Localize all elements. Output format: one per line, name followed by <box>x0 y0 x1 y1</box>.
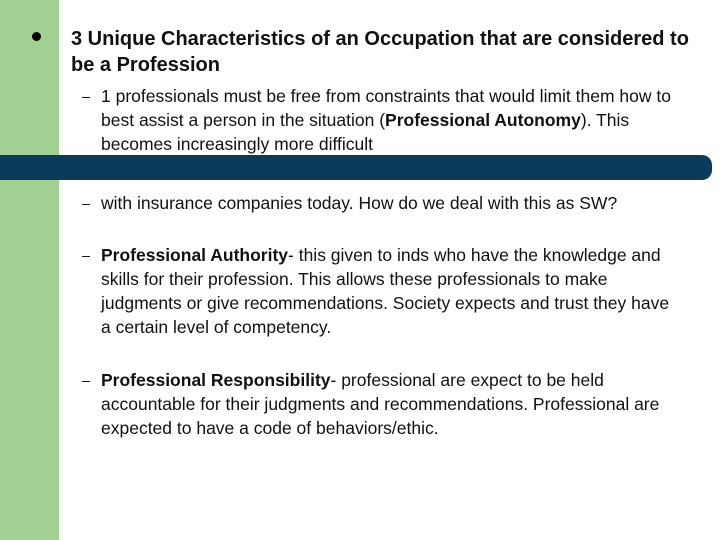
slide-heading: 3 Unique Characteristics of an Occupation that are considered to be a Profession <box>71 28 689 76</box>
text-segment: - professional are expect to be held accountable for their judgments and recommendations. Professional are expected to have a code of behaviors/ethic. <box>101 370 660 438</box>
text-segment: with insurance companies today. How do we deal with this as SW? <box>101 193 618 213</box>
dash-icon: – <box>82 195 90 211</box>
list-item <box>80 84 680 156</box>
list-item <box>80 191 680 215</box>
divider-bar <box>0 155 712 180</box>
dash-icon: – <box>82 247 90 263</box>
text-segment: 1 professionals must be free from constraints that would limit them how to best assist a person in the situation ( <box>101 86 671 130</box>
bold-term: Professional Autonomy <box>385 110 581 130</box>
list-item-text <box>101 191 680 215</box>
list-item-text <box>101 84 680 156</box>
list-item <box>80 368 680 440</box>
bold-term: Professional Authority <box>101 245 289 265</box>
list-item <box>80 243 680 339</box>
left-accent-band <box>0 0 59 540</box>
dash-icon: – <box>82 372 90 388</box>
text-segment: ). This becomes increasingly more difficult <box>101 110 630 154</box>
list-item-text <box>101 368 680 440</box>
dash-icon: – <box>82 88 90 104</box>
text-segment: - this given to inds who have the knowledge and skills for their profession. This allows these professionals to make judgments or give recommendations. Society expects and trust they have a certain level of competency. <box>101 245 670 337</box>
bullet-dot-icon <box>32 32 41 41</box>
list-item-text <box>101 243 680 339</box>
bold-term: Professional Responsibility <box>101 370 331 390</box>
